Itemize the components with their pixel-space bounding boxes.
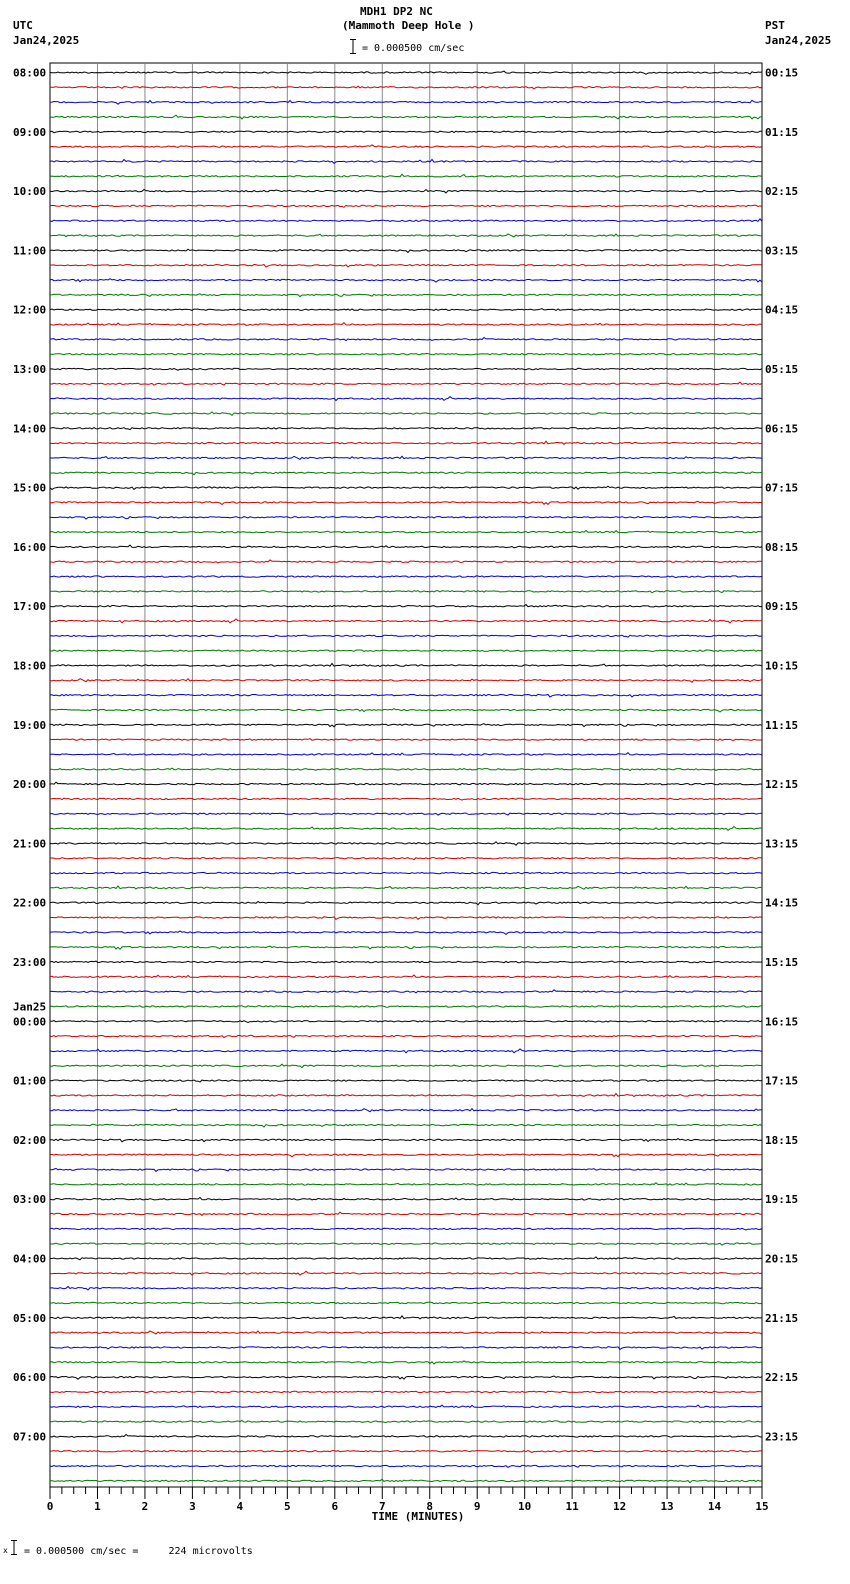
seismic-trace bbox=[50, 605, 762, 607]
seismic-trace bbox=[50, 456, 762, 459]
pst-hour-label: 12:15 bbox=[765, 778, 799, 792]
utc-hour-label: 09:00 bbox=[13, 125, 47, 139]
x-tick-label: 1 bbox=[94, 1500, 101, 1513]
pst-hour-label: 23:15 bbox=[765, 1430, 799, 1444]
seismic-trace bbox=[50, 842, 762, 845]
pst-hour-label: 19:15 bbox=[765, 1193, 799, 1207]
pst-hour-label: 04:15 bbox=[765, 303, 799, 317]
seismic-trace bbox=[50, 1183, 762, 1185]
scale-label: = 0.000500 cm/sec bbox=[362, 43, 465, 54]
utc-hour-label: 22:00 bbox=[13, 896, 47, 910]
seismic-trace bbox=[50, 1465, 762, 1467]
seismic-trace bbox=[50, 428, 762, 430]
x-tick-label: 5 bbox=[284, 1500, 291, 1513]
seismic-trace bbox=[50, 827, 762, 831]
seismic-trace bbox=[50, 131, 762, 133]
seismic-trace bbox=[50, 1451, 762, 1453]
seismic-trace bbox=[50, 1139, 762, 1142]
seismic-trace bbox=[50, 1124, 762, 1127]
chart-title: MDH1 DP2 NC bbox=[360, 5, 433, 18]
seismic-trace bbox=[50, 1376, 762, 1379]
x-tick-label: 6 bbox=[331, 1500, 339, 1513]
x-tick-label: 7 bbox=[378, 1500, 386, 1513]
pst-hour-label: 13:15 bbox=[765, 837, 799, 851]
scale-bar-icon bbox=[350, 39, 356, 54]
pst-hour-label: 14:15 bbox=[765, 896, 799, 910]
seismic-trace bbox=[50, 1347, 762, 1350]
utc-hour-label: 21:00 bbox=[13, 837, 47, 851]
seismic-trace bbox=[50, 323, 762, 326]
left-date: Jan24,2025 bbox=[13, 34, 80, 47]
utc-hour-label: 10:00 bbox=[13, 185, 47, 199]
seismic-trace bbox=[50, 872, 762, 873]
seismic-trace bbox=[50, 397, 762, 401]
seismic-trace bbox=[50, 190, 762, 193]
utc-hour-label: 18:00 bbox=[13, 659, 47, 673]
seismic-trace bbox=[50, 1035, 762, 1037]
seismic-trace bbox=[50, 798, 762, 800]
pst-hour-label: 20:15 bbox=[765, 1252, 799, 1266]
utc-hour-label: 11:00 bbox=[13, 244, 47, 258]
seismic-trace bbox=[50, 159, 762, 163]
seismic-trace bbox=[50, 472, 762, 475]
seismic-trace bbox=[50, 1420, 762, 1423]
x-tick-label: 2 bbox=[141, 1500, 149, 1513]
seismic-trace bbox=[50, 1271, 762, 1275]
seismic-trace bbox=[50, 1331, 762, 1335]
seismic-trace bbox=[50, 205, 762, 207]
x-tick-label: 12 bbox=[612, 1500, 627, 1513]
seismic-trace bbox=[50, 441, 762, 444]
utc-hour-label: 13:00 bbox=[13, 363, 47, 376]
seismic-trace bbox=[50, 531, 762, 533]
seismic-trace bbox=[50, 724, 762, 727]
seismic-trace bbox=[50, 86, 762, 89]
seismic-trace bbox=[50, 294, 762, 297]
utc-hour-label: 20:00 bbox=[13, 778, 47, 792]
seismic-trace bbox=[50, 560, 762, 563]
seismic-trace bbox=[50, 931, 762, 934]
utc-hour-label: 02:00 bbox=[13, 1133, 47, 1147]
utc-hour-label: 12:00 bbox=[13, 303, 47, 317]
seismic-trace bbox=[50, 591, 762, 593]
chart-subtitle: (Mammoth Deep Hole ) bbox=[342, 19, 475, 32]
pst-hour-label: 01:15 bbox=[765, 125, 799, 139]
x-tick-label: 10 bbox=[518, 1500, 532, 1513]
seismic-trace bbox=[50, 71, 762, 74]
seismic-trace bbox=[50, 382, 762, 385]
utc-hour-label: 17:00 bbox=[13, 600, 47, 614]
seismic-trace bbox=[50, 709, 762, 712]
seismic-trace bbox=[50, 486, 762, 489]
seismic-trace bbox=[50, 1212, 762, 1215]
utc-hour-label: 01:00 bbox=[13, 1074, 47, 1088]
seismic-trace bbox=[50, 753, 762, 755]
seismic-trace bbox=[50, 619, 762, 623]
seismic-trace bbox=[50, 1197, 762, 1200]
utc-hour-label: 23:00 bbox=[13, 956, 47, 969]
utc-hour-label: 15:00 bbox=[13, 481, 47, 495]
seismic-trace bbox=[50, 368, 762, 370]
seismic-trace bbox=[50, 338, 762, 341]
pst-hour-label: 11:15 bbox=[765, 718, 799, 732]
x-tick-label: 15 bbox=[755, 1500, 769, 1513]
pst-hour-label: 06:15 bbox=[765, 422, 799, 436]
seismic-trace bbox=[50, 516, 762, 519]
seismic-trace bbox=[50, 1391, 762, 1393]
seismic-trace bbox=[50, 990, 762, 993]
seismic-trace bbox=[50, 1109, 762, 1112]
x-tick-label: 13 bbox=[660, 1500, 674, 1513]
seismic-trace bbox=[50, 501, 762, 504]
seismic-trace bbox=[50, 946, 762, 949]
seismic-trace bbox=[50, 545, 762, 548]
seismic-trace bbox=[50, 902, 762, 905]
seismic-trace bbox=[50, 1287, 762, 1291]
utc-hour-label: 03:00 bbox=[13, 1193, 47, 1207]
seismic-trace bbox=[50, 1021, 762, 1023]
right-timezone: PST bbox=[765, 19, 785, 32]
seismic-trace bbox=[50, 650, 762, 651]
utc-hour-label: 07:00 bbox=[13, 1430, 47, 1444]
x-tick-label: 0 bbox=[46, 1500, 54, 1513]
footer-marker: x bbox=[3, 1546, 8, 1555]
footer-scale-bar-icon bbox=[11, 1540, 17, 1555]
seismic-trace bbox=[50, 1168, 762, 1171]
seismic-trace bbox=[50, 309, 762, 311]
seismic-trace bbox=[50, 1006, 762, 1007]
seismic-trace bbox=[50, 768, 762, 771]
seismic-trace bbox=[50, 115, 762, 119]
utc-hour-label: 05:00 bbox=[13, 1311, 47, 1325]
seismic-trace bbox=[50, 1094, 762, 1097]
pst-hour-label: 22:15 bbox=[765, 1371, 799, 1385]
seismic-trace bbox=[50, 813, 762, 815]
seismic-trace bbox=[50, 694, 762, 697]
date-change-label: Jan25 bbox=[13, 1000, 47, 1014]
pst-hour-label: 15:15 bbox=[765, 956, 799, 969]
seismic-trace bbox=[50, 858, 762, 860]
seismic-trace bbox=[50, 917, 762, 920]
seismic-trace bbox=[50, 1154, 762, 1157]
seismic-trace bbox=[50, 1361, 762, 1364]
seismic-trace bbox=[50, 1243, 762, 1245]
x-tick-label: 3 bbox=[189, 1500, 196, 1513]
utc-hour-label: 04:00 bbox=[13, 1252, 47, 1266]
seismic-trace bbox=[50, 219, 762, 222]
pst-hour-label: 08:15 bbox=[765, 540, 799, 554]
seismic-trace bbox=[50, 1479, 762, 1482]
seismic-trace bbox=[50, 961, 762, 963]
seismic-trace bbox=[50, 1435, 762, 1438]
seismic-trace bbox=[50, 1049, 762, 1053]
pst-hour-label: 17:15 bbox=[765, 1074, 799, 1088]
utc-hour-label: 08:00 bbox=[13, 66, 47, 80]
seismic-trace bbox=[50, 1257, 762, 1260]
seismic-trace bbox=[50, 145, 762, 147]
x-tick-label: 14 bbox=[707, 1500, 722, 1513]
left-timezone: UTC bbox=[13, 19, 33, 32]
seismic-trace bbox=[50, 279, 762, 282]
pst-hour-label: 10:15 bbox=[765, 659, 799, 673]
utc-hour-label: 14:00 bbox=[13, 422, 47, 436]
seismic-trace bbox=[50, 576, 762, 578]
seismic-trace bbox=[50, 1080, 762, 1082]
seismic-trace bbox=[50, 1316, 762, 1319]
seismic-trace bbox=[50, 1064, 762, 1067]
seismic-trace bbox=[50, 1228, 762, 1230]
footer-scale-note: = 0.000500 cm/sec = 224 microvolts bbox=[24, 1546, 253, 1557]
seismic-trace bbox=[50, 1302, 762, 1303]
seismic-trace bbox=[50, 354, 762, 355]
pst-hour-label: 02:15 bbox=[765, 185, 799, 199]
seismic-trace bbox=[50, 664, 762, 667]
seismic-trace bbox=[50, 174, 762, 177]
seismic-trace bbox=[50, 1405, 762, 1407]
seismic-trace bbox=[50, 100, 762, 104]
seismic-trace bbox=[50, 782, 762, 785]
utc-hour-label: 00:00 bbox=[13, 1015, 47, 1029]
pst-hour-label: 05:15 bbox=[765, 363, 799, 376]
seismic-trace bbox=[50, 679, 762, 683]
seismic-trace bbox=[50, 635, 762, 637]
pst-hour-label: 07:15 bbox=[765, 481, 799, 495]
pst-hour-label: 18:15 bbox=[765, 1133, 799, 1147]
utc-hour-label: 06:00 bbox=[13, 1371, 47, 1385]
pst-hour-label: 03:15 bbox=[765, 244, 799, 258]
seismic-trace bbox=[50, 739, 762, 741]
seismic-trace bbox=[50, 264, 762, 267]
pst-hour-label: 21:15 bbox=[765, 1311, 799, 1325]
seismic-trace bbox=[50, 975, 762, 978]
pst-hour-label: 16:15 bbox=[765, 1015, 799, 1029]
pst-hour-label: 00:15 bbox=[765, 66, 799, 80]
x-tick-label: 9 bbox=[473, 1500, 481, 1513]
x-tick-label: 8 bbox=[426, 1500, 434, 1513]
pst-hour-label: 09:15 bbox=[765, 600, 799, 614]
right-date: Jan24,2025 bbox=[765, 34, 832, 47]
x-tick-label: 11 bbox=[565, 1500, 579, 1513]
seismic-trace bbox=[50, 234, 762, 237]
utc-hour-label: 16:00 bbox=[13, 540, 47, 554]
seismic-trace bbox=[50, 886, 762, 889]
x-tick-label: 4 bbox=[236, 1500, 244, 1513]
x-axis-label: TIME (MINUTES) bbox=[371, 1510, 465, 1523]
seismic-trace bbox=[50, 412, 762, 415]
seismic-trace bbox=[50, 249, 762, 252]
utc-hour-label: 19:00 bbox=[13, 718, 47, 732]
